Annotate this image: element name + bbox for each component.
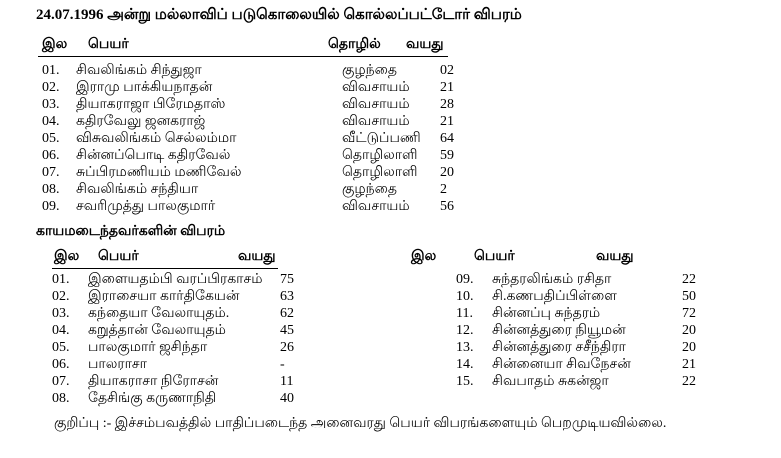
row-no: 02. [52,289,70,304]
row-name: சின்னையா சிவநேசன் [492,357,631,372]
killed-header-age: வயது [406,37,444,52]
injured-left-divider [52,268,278,269]
row-no: 09. [456,272,474,287]
row-no: 05. [52,340,70,355]
row-no: 10. [456,289,474,304]
row-occupation: வீட்டுப்பணி [342,131,421,146]
table-row [0,132,781,149]
row-age: 2 [440,182,447,197]
row-occupation: தொழிலாளி [342,148,418,163]
table-row [0,290,781,307]
row-age: 20 [682,340,696,355]
row-name: பாலராசா [88,357,147,372]
table-row [0,392,400,409]
row-name: சிவலிங்கம் சந்தியா [76,182,199,197]
row-name: தியாகராசா நிரோசன் [88,374,219,389]
table-row [0,358,781,375]
row-name: சின்னத்துரை சசீந்திரா [492,340,626,355]
table-row [0,341,781,358]
killed-header-occupation: தொழில் [328,37,381,52]
row-no: 04. [42,114,60,129]
row-age: 22 [682,374,696,389]
row-name: சின்னப்பொடி கதிரவேல் [76,148,231,163]
row-no: 11. [456,306,473,321]
row-no: 04. [52,323,70,338]
table-row [0,81,781,98]
row-age: 02 [440,63,454,78]
row-name: சின்னத்துரை நியூமன் [492,323,626,338]
table-row [0,307,781,324]
row-age: 56 [440,199,454,214]
row-occupation: விவசாயம் [342,97,410,112]
row-age: 64 [440,131,454,146]
row-occupation: விவசாயம் [342,114,410,129]
row-name: சவரிமுத்து பாலகுமார் [76,199,216,214]
row-age: 72 [682,306,696,321]
row-name: பாலகுமார் ஜசிந்தா [88,340,208,355]
table-row [0,166,781,183]
row-no: 14. [456,357,474,372]
row-name: இளையதம்பி வரப்பிரகாசம் [88,272,263,287]
row-no: 03. [42,97,60,112]
table-row [0,183,781,200]
table-row [0,324,781,341]
killed-header-divider [38,56,448,57]
row-age: 20 [440,165,454,180]
row-name: சிவபாதம் சுகன்ஜா [492,374,609,389]
row-name: சுந்தரலிங்கம் ரசிதா [492,272,612,287]
row-name: சுப்பிரமணியம் மணிவேல் [76,165,242,180]
row-no: 13. [456,340,474,355]
injured-left-header-age: வயது [238,249,276,264]
row-no: 05. [42,131,60,146]
row-name: கதிரவேலு ஜனகராஜ் [76,114,206,129]
table-row [0,375,781,392]
row-age: 21 [682,357,696,372]
row-age: 26 [280,340,294,355]
row-name: இராசையா கார்திகேயன் [88,289,240,304]
row-occupation: விவசாயம் [342,80,410,95]
row-no: 12. [456,323,474,338]
footnote: குறிப்பு :- இச்சம்பவத்தில் பாதிப்படைந்த அனைவரது பெயர் விபரங்களையும் பெறமுடியவில்லை. [54,416,667,431]
row-no: 01. [42,63,60,78]
row-age: 21 [440,114,454,129]
killed-header-no: இல [42,37,68,52]
row-no: 03. [52,306,70,321]
row-name: தேசிங்கு கருணாநிதி [88,391,217,406]
table-row [0,273,781,290]
row-name: சின்னப்பு சுந்தரம் [492,306,601,321]
row-name: சி.கணபதிப்பிள்ளை [492,289,617,304]
row-occupation: தொழிலாளி [342,165,418,180]
injured-section-title: காயமடைந்தவர்களின் விபரம் [36,224,226,239]
row-occupation: விவசாயம் [342,199,410,214]
row-occupation: குழந்தை [342,63,397,78]
table-row [0,149,781,166]
row-age: 40 [280,391,294,406]
table-row [0,115,781,132]
row-name: கறுத்தான் வேலாயுதம் [88,323,226,338]
row-no: 15. [456,374,474,389]
page-title: 24.07.1996 அன்று மல்லாவிப் படுகொலையில் கொல்லப்பட்டோர் விபரம் [36,7,522,23]
table-row [0,200,781,217]
row-no: 08. [42,182,60,197]
table-row [0,98,781,115]
killed-header-name: பெயர் [88,37,129,52]
row-age: 11 [280,374,294,389]
row-age: 59 [440,148,454,163]
row-age: 45 [280,323,294,338]
row-name: இராமு பாக்கியநாதன் [76,80,213,95]
row-age: 22 [682,272,696,287]
table-row [0,64,781,81]
row-no: 07. [42,165,60,180]
row-age: 62 [280,306,294,321]
row-age: 75 [280,272,294,287]
injured-right-header-name: பெயர் [474,249,515,264]
row-age: 63 [280,289,294,304]
injured-right-header-age: வயது [596,249,634,264]
injured-right-header-no: இல [411,249,437,264]
row-no: 07. [52,374,70,389]
row-no: 06. [42,148,60,163]
row-name: சிவலிங்கம் சிந்துஜா [76,63,202,78]
row-age: 21 [440,80,454,95]
injured-left-header-name: பெயர் [98,249,139,264]
row-age: 28 [440,97,454,112]
row-age: 20 [682,323,696,338]
row-no: 09. [42,199,60,214]
row-age: 50 [682,289,696,304]
row-occupation: குழந்தை [342,182,397,197]
row-name: தியாகராஜா பிரேமதாஸ் [76,97,226,112]
row-name: விசுவலிங்கம் செல்லம்மா [76,131,237,146]
row-no: 06. [52,357,70,372]
row-no: 02. [42,80,60,95]
row-no: 08. [52,391,70,406]
row-name: கந்தையா வேலாயுதம். [88,306,230,321]
injured-left-header-no: இல [54,249,80,264]
row-no: 01. [52,272,70,287]
row-age: - [280,357,285,372]
